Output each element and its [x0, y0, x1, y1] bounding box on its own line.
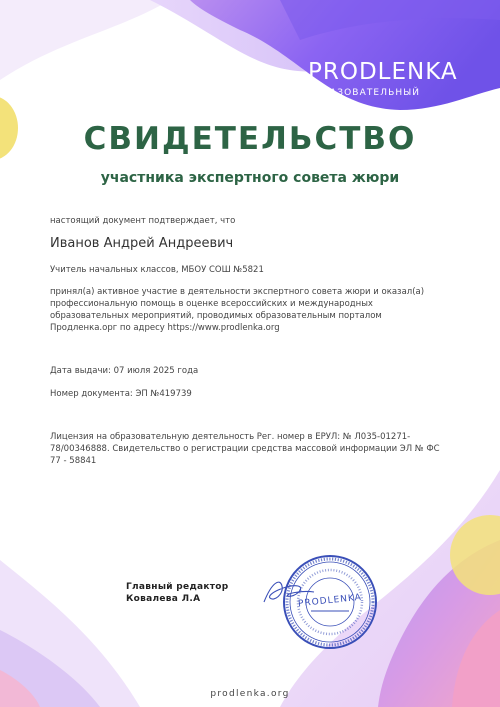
- certificate-title: СВИДЕТЕЛЬСТВО: [83, 121, 417, 157]
- signer-name: Ковалева Л.А: [126, 594, 201, 604]
- signer-role: Главный редактор: [126, 582, 229, 592]
- license-text: Лицензия на образовательную деятельность Рег. номер в ЕРУЛ: № Л035-01271-78/00346888. Свидетельство о регистрации средства массовой информации ЭЛ № ФС 77 - 58841: [50, 432, 440, 466]
- certificate-body-text: принял(а) активное участие в деятельности экспертного совета жюри и оказал(а) профессиональную помощь в оценке всероссийских и международных образовательных мероприятий, проводимых образовательным порталом Продленка.орг по адресу https://www.prodlenka.org: [50, 287, 425, 333]
- stamp-logo-text: PRODLENKA: [297, 592, 363, 610]
- brand-logo: [308, 58, 463, 108]
- logo-wordmark: PRODLENKA: [308, 59, 458, 85]
- signer-block: [126, 581, 229, 605]
- footer-url: prodlenka.org: [210, 689, 290, 699]
- recipient-position: Учитель начальных классов, МБОУ СОШ №5821: [50, 265, 264, 275]
- recipient-name: Иванов Андрей Андреевич: [50, 236, 234, 251]
- issue-date: Дата выдачи: 07 июля 2025 года: [50, 366, 199, 376]
- confirm-text: настоящий документ подтверждает, что: [50, 216, 236, 226]
- document-number: Номер документа: ЭП №419739: [50, 389, 192, 399]
- logo-subtitle: ОБРАЗОВАТЕЛЬНЫЙ ПОРТАЛ: [308, 88, 421, 108]
- certificate-subtitle: участника экспертного совета жюри: [100, 170, 400, 186]
- top-left-wash-shape: [0, 0, 170, 80]
